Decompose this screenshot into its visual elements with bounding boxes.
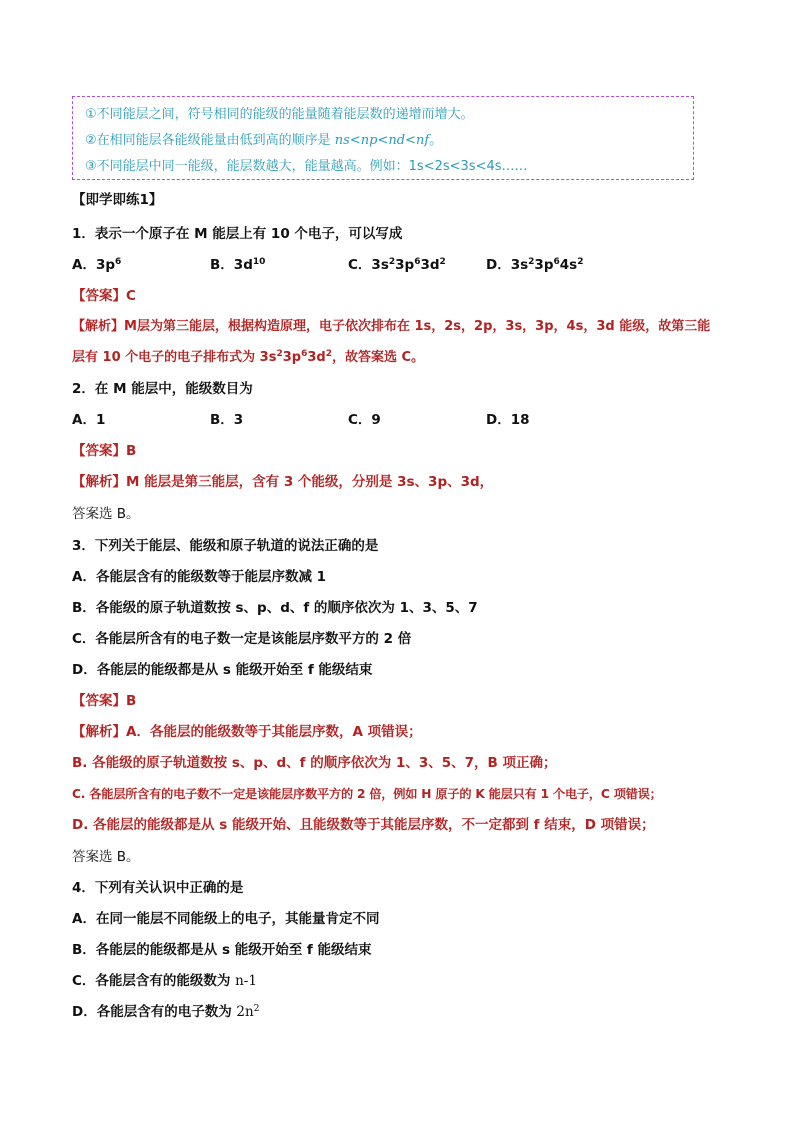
q3-explain-a: 【解析】A．各能层的能级数等于其能层序数，A 项错误； bbox=[72, 724, 422, 740]
q1-explain-line-2: 层有 10 个电子的电子排布式为 $3s^23p^63d^2$，故答案选 C。 bbox=[72, 349, 425, 365]
q3-explain-d: D. 各能层的能级都是从 s 能级开始、且能级数等于其能层序数，不一定都到 f 结束，D 项错误； bbox=[72, 817, 655, 833]
q3-option-c: C．各能层所含有的电子数一定是该能层序数平方的 2 倍 bbox=[72, 631, 412, 647]
q2-option-b: B．3 bbox=[210, 412, 244, 428]
summary-line-1: ①不同能层之间，符号相同的能级的能量随着能层数的递增而增大。 bbox=[85, 107, 474, 122]
q4-stem: 4．下列有关认识中正确的是 bbox=[72, 880, 244, 896]
q2-option-d: D．18 bbox=[486, 412, 530, 428]
q2-explain: 【解析】M 能层是第三能层，含有 3 个能级，分别是 3s、3p、3d， bbox=[72, 474, 494, 490]
q3-option-a: A．各能层含有的能级数等于能层序数减 1 bbox=[72, 569, 327, 585]
q3-option-b: B．各能级的原子轨道数按 s、p、d、f 的顺序依次为 1、3、5、7 bbox=[72, 600, 478, 616]
q2-option-a: A．1 bbox=[72, 412, 106, 428]
q4-option-d: D．各能层含有的电子数为 $2n^2$ bbox=[72, 1004, 260, 1020]
q1-option-d: D．$3s^23p^64s^2$ bbox=[486, 257, 584, 273]
q3-stem: 3．下列关于能层、能级和原子轨道的说法正确的是 bbox=[72, 538, 379, 554]
q4-option-a: A．在同一能层不同能级上的电子，其能量肯定不同 bbox=[72, 911, 380, 927]
q3-explain-b: B. 各能级的原子轨道数按 s、p、d、f 的顺序依次为 1、3、5、7，B 项正确； bbox=[72, 755, 557, 771]
section-title: 【即学即练1】 bbox=[72, 192, 163, 208]
q1-stem: 1．表示一个原子在 M 能层上有 10 个电子，可以写成 bbox=[72, 226, 403, 242]
q2-stem: 2．在 M 能层中，能级数目为 bbox=[72, 381, 253, 397]
summary-box bbox=[72, 96, 694, 180]
q1-answer: 【答案】C bbox=[72, 288, 136, 304]
q3-option-d: D．各能层的能级都是从 s 能级开始至 f 能级结束 bbox=[72, 662, 373, 678]
q1-option-b: B．$3d^{10}$ bbox=[210, 257, 266, 273]
summary-line-2: ②在相同能层各能级能量由低到高的顺序是 ns<np<nd<nf。 bbox=[85, 133, 443, 148]
q4-option-b: B．各能层的能级都是从 s 能级开始至 f 能级结束 bbox=[72, 942, 372, 958]
q3-conclusion: 答案选 B。 bbox=[72, 849, 140, 865]
summary-line-3: ③不同能层中同一能级，能层数越大，能量越高。例如：1s<2s<3s<4s…… bbox=[85, 159, 528, 174]
q3-explain-c: C. 各能层所含有的电子数不一定是该能层序数平方的 2 倍，例如 H 原子的 K 能层只有 1 个电子，C 项错误； bbox=[72, 787, 662, 801]
q1-option-a: A．$3p^6$ bbox=[72, 257, 122, 273]
q2-conclusion: 答案选 B。 bbox=[72, 506, 140, 522]
q1-option-c: C．$3s^23p^63d^2$ bbox=[348, 257, 446, 273]
q2-option-c: C．9 bbox=[348, 412, 381, 428]
q2-answer: 【答案】B bbox=[72, 443, 137, 459]
q1-explain-line-1: 【解析】M层为第三能层，根据构造原理，电子依次排布在 1s，2s，2p，3s，3p，4s，3d 能级，故第三能 bbox=[72, 319, 711, 334]
q3-answer: 【答案】B bbox=[72, 693, 137, 709]
q4-option-c: C．各能层含有的能级数为 n-1 bbox=[72, 973, 257, 989]
